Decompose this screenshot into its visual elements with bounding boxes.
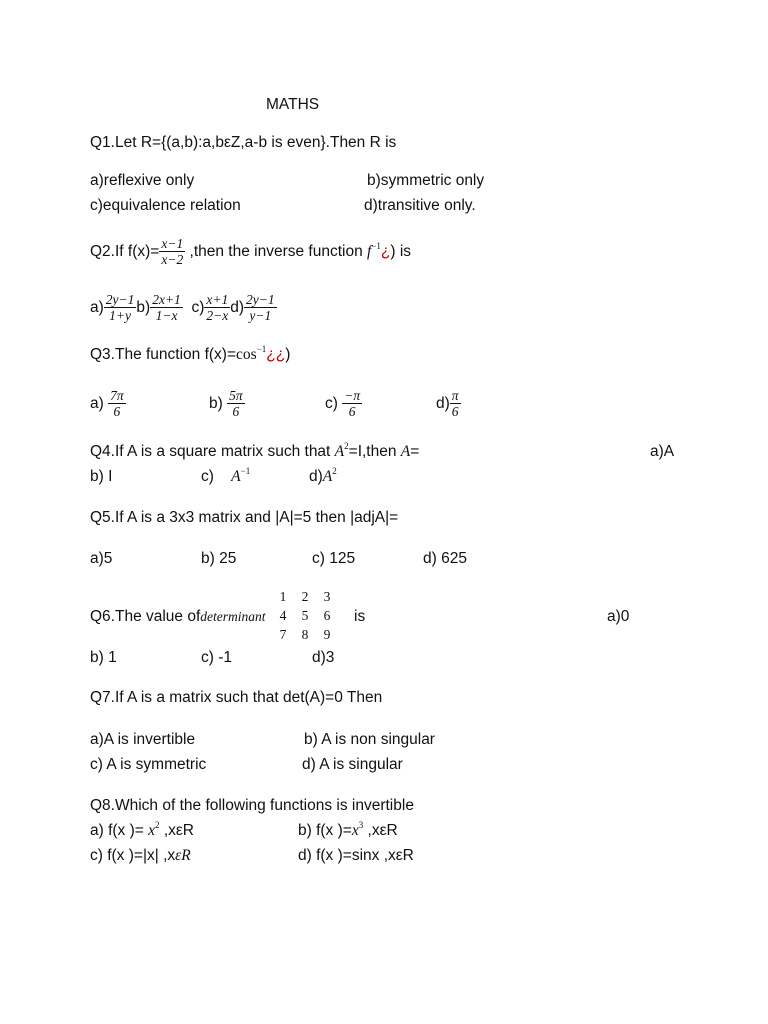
matrix-cell: 4 (279, 608, 287, 623)
q8-b-pre: b) f(x )= (298, 822, 352, 839)
q2-fraction-den: x−2 (161, 252, 184, 268)
q2-finv: f (367, 243, 372, 260)
q3-cos-sup: −1 (256, 344, 267, 354)
q3-c-frac (342, 388, 362, 419)
q2-prefix: Q2.If f(x)= (90, 243, 160, 260)
q5-option-d: d) 625 (423, 550, 467, 567)
q2-finv-sup: −1 (371, 241, 381, 251)
q8-c-pre: c) f(x )=|x| ,x (90, 847, 176, 864)
q2-fraction (159, 236, 185, 267)
q3-d-num: π (451, 388, 459, 404)
page-title: MATHS (266, 96, 320, 113)
q4-option-b: b) I (90, 468, 113, 485)
q6-option-d: d)3 (312, 649, 335, 666)
q2-d-den: y−1 (249, 308, 272, 324)
q8-option-c (90, 847, 191, 865)
q4-c-label: c) (201, 468, 214, 485)
q6-prefix: Q6.The value of (90, 608, 201, 625)
q2-b-den: 1−x (155, 308, 178, 324)
q3-option-d (436, 387, 461, 421)
q7-option-c: c) A is symmetric (90, 756, 207, 773)
q2-c-num: x+1 (206, 292, 229, 308)
q2-option-a-frac (104, 292, 137, 323)
matrix-cell: 9 (323, 627, 331, 642)
q4-c-var: A (231, 468, 241, 485)
q4-a-sup: 2 (344, 441, 349, 451)
q4-d-sup: 2 (332, 466, 337, 476)
q8-option-a (90, 822, 194, 840)
matrix-cell: 6 (323, 608, 331, 623)
q3-d-frac (450, 388, 461, 419)
q1-option-a: a)reflexive only (90, 172, 195, 189)
question-5: Q5.If A is a 3x3 matrix and |A|=5 then |adjA|= (90, 509, 399, 526)
q3-b-label: b) (209, 395, 223, 412)
q8-b-post: ,xεR (363, 822, 398, 839)
q2-option-a-label: a) (90, 299, 104, 316)
q3-garble: ¿¿ (266, 346, 286, 363)
q3-d-label: d) (436, 395, 450, 412)
q4-eq: = (410, 443, 420, 460)
q3-b-frac (227, 388, 245, 419)
q2-mid: ,then the inverse function (185, 243, 368, 260)
question-3 (90, 346, 290, 364)
q4-mid: =I,then (348, 443, 401, 460)
q3-b-num: 5π (229, 388, 243, 404)
q8-c-math: εR (175, 847, 191, 864)
q8-a-pre: a) f(x )= (90, 822, 149, 839)
q8-a-var: x (148, 822, 156, 839)
q7-option-a: a)A is invertible (90, 731, 196, 748)
q3-d-den: 6 (451, 404, 459, 420)
q3-suffix: ) (285, 346, 291, 363)
q7-option-b: b) A is non singular (304, 731, 435, 748)
q3-a-frac (108, 388, 126, 419)
matrix-cell: 2 (301, 589, 309, 604)
q8-option-b (298, 822, 398, 840)
question-1: Q1.Let R={(a,b):a,bεZ,a-b is even}.Then R is (90, 134, 397, 151)
q3-cos: cos (236, 346, 257, 363)
q4-option-d (309, 468, 337, 486)
q8-a-sup: 2 (155, 820, 160, 830)
q4-d-label: d) (309, 468, 323, 485)
q5-option-c: c) 125 (312, 550, 356, 567)
matrix-cell: 5 (301, 608, 309, 623)
q2-a-num: 2y−1 (105, 292, 135, 308)
q3-c-den: 6 (348, 404, 356, 420)
question-2 (90, 236, 411, 268)
q3-prefix: Q3.The function f(x)= (90, 346, 237, 363)
q2-b-num: 2x+1 (152, 292, 181, 308)
q2-c-den: 2−x (206, 308, 229, 324)
q2-option-c-label: c) (191, 299, 205, 316)
q1-option-d: d)transitive only. (364, 197, 476, 214)
q8-b-sup: 3 (358, 820, 364, 830)
q2-option-b-label: b) (136, 299, 151, 316)
q2-option-d-label: d) (230, 299, 245, 316)
q3-c-label: c) (325, 395, 338, 412)
q6-det-word: determinant (200, 609, 266, 624)
q4-d-var: A (322, 468, 333, 485)
q1-option-c: c)equivalence relation (90, 197, 241, 214)
q2-option-b-frac (150, 292, 183, 323)
q3-option-a (90, 387, 126, 421)
matrix-cell: 7 (279, 627, 287, 642)
q3-c-num: −π (344, 388, 361, 404)
q2-fraction-num: x−1 (161, 236, 184, 252)
matrix-cell: 3 (323, 589, 331, 604)
q2-garble: ¿ (380, 243, 391, 260)
q3-option-b (209, 387, 245, 421)
q3-option-c (325, 387, 362, 421)
q3-b-den: 6 (232, 404, 240, 420)
q5-option-a: a)5 (90, 550, 113, 567)
question-6 (90, 608, 266, 626)
q3-a-den: 6 (113, 404, 121, 420)
q6-option-a: a)0 (607, 608, 630, 625)
q8-b-var: x (351, 822, 359, 839)
q3-a-num: 7π (110, 388, 124, 404)
q2-options (90, 291, 277, 325)
q2-d-num: 2y−1 (246, 292, 275, 308)
q4-option-a: a)A (650, 443, 675, 460)
question-8: Q8.Which of the following functions is invertible (90, 797, 414, 814)
question-7: Q7.If A is a matrix such that det(A)=0 Then (90, 689, 383, 706)
q8-option-d: d) f(x )=sinx ,xεR (298, 847, 414, 864)
matrix-cell: 1 (279, 589, 287, 604)
q4-c-sup: −1 (240, 466, 251, 476)
q1-option-b: b)symmetric only (367, 172, 485, 189)
q2-option-c-frac (204, 292, 230, 323)
q4-a-var2: A (400, 443, 411, 460)
q2-a-den: 1+y (109, 308, 132, 324)
q5-option-b: b) 25 (201, 550, 237, 567)
q2-option-d-frac (244, 292, 277, 323)
q4-prefix: Q4.If A is a square matrix such that (90, 443, 335, 460)
q4-a-var: A (334, 443, 345, 460)
q6-option-b: b) 1 (90, 649, 117, 666)
question-4 (90, 443, 419, 461)
q8-a-post: ,xεR (159, 822, 194, 839)
matrix-cell: 8 (301, 627, 309, 642)
q7-option-d: d) A is singular (302, 756, 403, 773)
q4-option-c (201, 468, 250, 486)
q6-suffix: is (354, 608, 366, 625)
q3-a-label: a) (90, 395, 104, 412)
q2-suffix: ) is (390, 243, 412, 260)
q6-option-c: c) -1 (201, 649, 232, 666)
